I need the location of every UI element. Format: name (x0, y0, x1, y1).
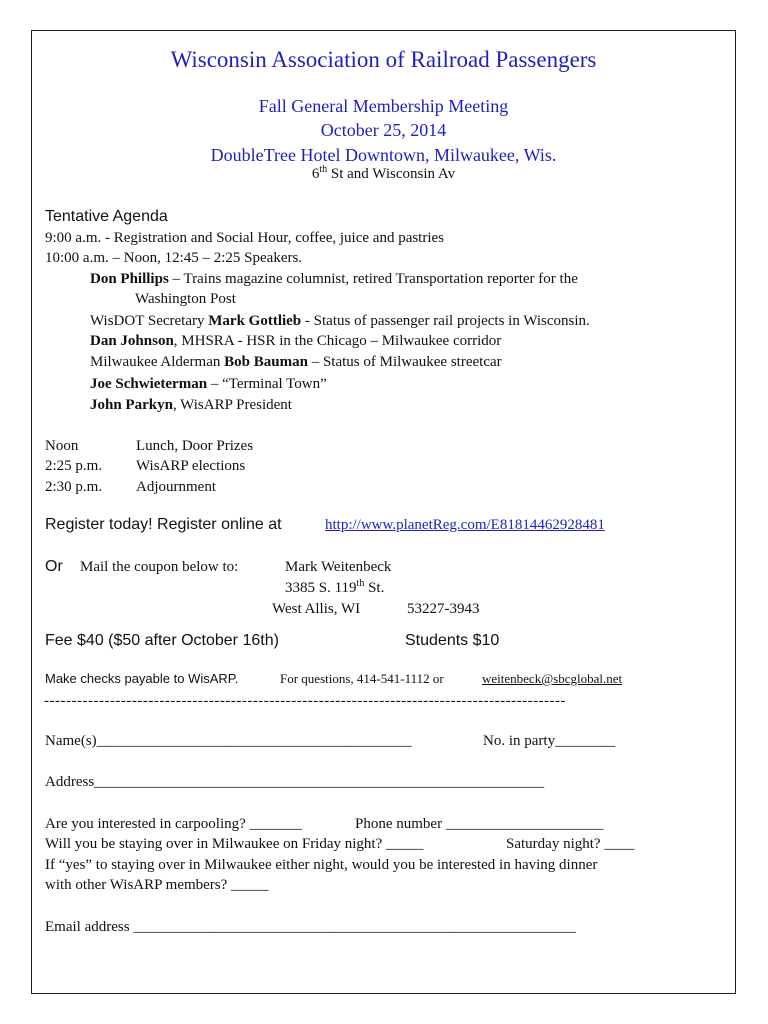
address-field[interactable]: Address____________________________________________________________ (45, 774, 545, 790)
questions-text: For questions, 414-541-1112 or (280, 671, 444, 686)
speaker-line: Joe Schwieterman – “Terminal Town” (90, 376, 327, 392)
agenda-line: 10:00 a.m. – Noon, 12:45 – 2:25 Speakers. (45, 250, 303, 266)
register-link[interactable]: http://www.planetReg.com/E81814462928481 (325, 517, 605, 533)
contact-email-link[interactable]: weitenbeck@sbcglobal.net (482, 671, 623, 686)
agenda-heading: Tentative Agenda (45, 208, 168, 225)
checks-text: Make checks payable to WisARP. (45, 671, 239, 686)
agenda-line: 9:00 a.m. - Registration and Social Hour, coffee, juice and pastries (45, 230, 445, 246)
saturday-field[interactable]: Saturday night? ____ (506, 836, 635, 852)
schedule-time: Noon (45, 438, 79, 454)
schedule-item: WisARP elections (136, 458, 246, 474)
schedule-item: Adjournment (136, 479, 216, 495)
register-text: Register today! Register online at (45, 516, 282, 533)
or-label: Or (45, 558, 63, 575)
meeting-title: Fall General Membership Meeting (258, 96, 509, 116)
mail-zip: 53227-3943 (407, 601, 480, 617)
schedule-time: 2:30 p.m. (45, 479, 103, 495)
speaker-line: Washington Post (135, 291, 236, 307)
speaker-line: Milwaukee Alderman Bob Bauman – Status of Milwaukee streetcar (90, 354, 502, 370)
schedule-item: Lunch, Door Prizes (136, 438, 254, 454)
carpool-field[interactable]: Are you interested in carpooling? _______ (45, 816, 303, 832)
meeting-venue: DoubleTree Hotel Downtown, Milwaukee, Wis. (210, 145, 557, 165)
org-title: Wisconsin Association of Railroad Passengers (170, 47, 597, 72)
mail-label: Mail the coupon below to: (80, 559, 239, 575)
names-field[interactable]: Name(s)__________________________________________ (45, 733, 412, 749)
schedule-time: 2:25 p.m. (45, 458, 103, 474)
phone-field[interactable]: Phone number _____________________ (355, 816, 604, 832)
cut-line: ----------------------------------------------------------------------------------------------- (44, 693, 567, 709)
students-fee: Students $10 (405, 632, 500, 649)
speaker-line: Don Phillips – Trains magazine columnist, retired Transportation reporter for the (90, 271, 578, 287)
mail-street: 3385 S. 119th St. (285, 578, 385, 596)
speaker-line: Dan Johnson, MHSRA - HSR in the Chicago – Milwaukee corridor (90, 333, 502, 349)
friday-field[interactable]: Will you be staying over in Milwaukee on Friday night? _____ (45, 836, 424, 852)
mail-city: West Allis, WI (272, 601, 361, 617)
speaker-line: John Parkyn, WisARP President (90, 397, 292, 413)
speaker-line: WisDOT Secretary Mark Gottlieb - Status of passenger rail projects in Wisconsin. (90, 313, 590, 329)
email-field[interactable]: Email address ___________________________________________________________ (45, 919, 576, 935)
venue-address: 6th St and Wisconsin Av (311, 164, 456, 182)
meeting-date: October 25, 2014 (320, 120, 447, 140)
dinner-question: If “yes” to staying over in Milwaukee either night, would you be interested in having dinner (45, 857, 598, 873)
mail-name: Mark Weitenbeck (285, 559, 392, 575)
party-field[interactable]: No. in party________ (483, 733, 616, 749)
fee-text: Fee $40 ($50 after October 16th) (45, 632, 279, 649)
dinner-field[interactable]: with other WisARP members? _____ (45, 877, 269, 893)
